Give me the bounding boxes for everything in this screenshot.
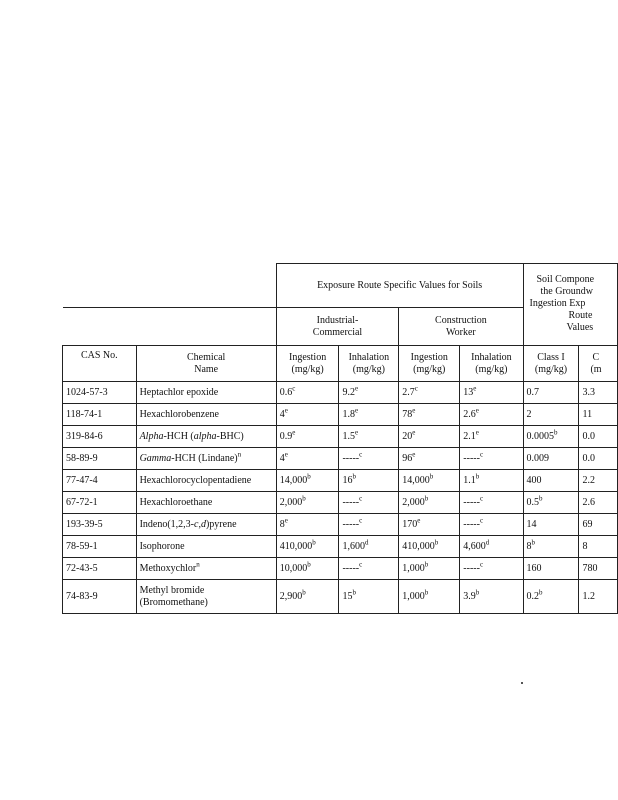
industrial-ingestion-value: 8e	[276, 514, 339, 536]
industrial-ingestion-value: 410,000$^b$	[276, 536, 339, 558]
construction-ingestion-value: 2.7$^c$	[399, 382, 460, 404]
industrial-inhalation-value: 1.5e	[339, 426, 399, 448]
cas-number: 58-89-9	[63, 448, 137, 470]
class-1-value: 0.0005$^b$	[523, 426, 579, 448]
construction-ingestion-value: 20e	[399, 426, 460, 448]
chemical-name: Isophorone	[136, 536, 276, 558]
col-ingestion-construction: Ingestion (mg/kg)	[399, 346, 460, 382]
cas-number: 78-59-1	[63, 536, 137, 558]
header-blank-2	[63, 308, 277, 346]
industrial-inhalation-value: 9.2e	[339, 382, 399, 404]
industrial-inhalation-value: 15$^b$	[339, 580, 399, 614]
construction-ingestion-value: 410,000$^b$	[399, 536, 460, 558]
construction-ingestion-value: 1,000$^b$	[399, 558, 460, 580]
class-1-value: 400	[523, 470, 579, 492]
class-1-value: 160	[523, 558, 579, 580]
class-1-value: 0.5$^b$	[523, 492, 579, 514]
cas-number: 72-43-5	[63, 558, 137, 580]
industrial-ingestion-value: 10,000$^b$	[276, 558, 339, 580]
industrial-ingestion-value: 0.9e	[276, 426, 339, 448]
construction-ingestion-value: 2,000$^b$	[399, 492, 460, 514]
header-industrial-commercial: Industrial- Commercial	[276, 308, 399, 346]
construction-ingestion-value: 14,000$^b$	[399, 470, 460, 492]
construction-inhalation-value: -----$^c$	[460, 558, 523, 580]
class-1-value: 0.2$^b$	[523, 580, 579, 614]
chemical-name: Methyl bromide (Bromomethane)	[136, 580, 276, 614]
chemical-name: Hexachloroethane	[136, 492, 276, 514]
table-row	[63, 536, 618, 558]
table-row	[63, 426, 618, 448]
table-row	[63, 470, 618, 492]
class-1-value: 8$^b$	[523, 536, 579, 558]
class-1-value: 2	[523, 404, 579, 426]
chemical-name: Methoxychlor$^n$	[136, 558, 276, 580]
class-1-value: 0.7	[523, 382, 579, 404]
soil-remediation-table	[62, 263, 618, 614]
header-soil-component-group: Soil Compone the Groundw Ingestion Exp Route Values	[523, 264, 618, 346]
table-row	[63, 404, 618, 426]
col-chemical-name: Chemical Name	[136, 346, 276, 382]
cas-number: 74-83-9	[63, 580, 137, 614]
industrial-inhalation-value: 1.8e	[339, 404, 399, 426]
col-class-2: C (m	[579, 346, 618, 382]
chemical-name: Indeno(1,2,3-c,d)pyrene	[136, 514, 276, 536]
class-1-value: 0.009	[523, 448, 579, 470]
chemical-name: Gamma-HCH (Lindane)$^n$	[136, 448, 276, 470]
construction-ingestion-value: 96e	[399, 448, 460, 470]
construction-inhalation-value: -----$^c$	[460, 448, 523, 470]
class-2-value: 0.0	[579, 426, 618, 448]
industrial-ingestion-value: 2,900$^b$	[276, 580, 339, 614]
cas-number: 193-39-5	[63, 514, 137, 536]
class-2-value: 8	[579, 536, 618, 558]
class-2-value: 0.0	[579, 448, 618, 470]
class-2-value: 2.2	[579, 470, 618, 492]
construction-inhalation-value: 13e	[460, 382, 523, 404]
industrial-inhalation-value: 1,600$^d$	[339, 536, 399, 558]
construction-inhalation-value: 4,600$^d$	[460, 536, 523, 558]
class-2-value: 69	[579, 514, 618, 536]
cas-number: 319-84-6	[63, 426, 137, 448]
industrial-inhalation-value: -----$^c$	[339, 558, 399, 580]
table-row	[63, 580, 618, 614]
cas-number: 67-72-1	[63, 492, 137, 514]
construction-inhalation-value: -----$^c$	[460, 514, 523, 536]
industrial-inhalation-value: -----$^c$	[339, 514, 399, 536]
header-exposure-group: Exposure Route Specific Values for Soils	[276, 264, 523, 308]
scan-speck	[521, 682, 523, 684]
construction-ingestion-value: 170e	[399, 514, 460, 536]
industrial-ingestion-value: 2,000$^b$	[276, 492, 339, 514]
table-row	[63, 514, 618, 536]
industrial-ingestion-value: 4e	[276, 404, 339, 426]
header-construction-worker: Construction Worker	[399, 308, 523, 346]
col-class-1: Class I (mg/kg)	[523, 346, 579, 382]
class-1-value: 14	[523, 514, 579, 536]
class-2-value: 11	[579, 404, 618, 426]
construction-ingestion-value: 78e	[399, 404, 460, 426]
industrial-ingestion-value: 14,000$^b$	[276, 470, 339, 492]
cas-number: 1024-57-3	[63, 382, 137, 404]
table-row	[63, 448, 618, 470]
class-2-value: 2.6	[579, 492, 618, 514]
table-row	[63, 492, 618, 514]
header-blank	[63, 264, 277, 308]
construction-inhalation-value: 2.6e	[460, 404, 523, 426]
class-2-value: 780	[579, 558, 618, 580]
cas-number: 77-47-4	[63, 470, 137, 492]
chemical-name: Alpha-HCH (alpha-BHC)	[136, 426, 276, 448]
construction-inhalation-value: 1.1$^b$	[460, 470, 523, 492]
col-inhalation-industrial: Inhalation (mg/kg)	[339, 346, 399, 382]
table-row	[63, 558, 618, 580]
class-2-value: 1.2	[579, 580, 618, 614]
industrial-ingestion-value: 0.6$^c$	[276, 382, 339, 404]
col-cas-no: CAS No.	[63, 346, 137, 382]
construction-ingestion-value: 1,000$^b$	[399, 580, 460, 614]
col-ingestion-industrial: Ingestion (mg/kg)	[276, 346, 339, 382]
cas-number: 118-74-1	[63, 404, 137, 426]
chemical-name: Heptachlor epoxide	[136, 382, 276, 404]
chemical-name: Hexachlorobenzene	[136, 404, 276, 426]
chemical-name: Hexachlorocyclopentadiene	[136, 470, 276, 492]
table-row	[63, 382, 618, 404]
industrial-ingestion-value: 4e	[276, 448, 339, 470]
industrial-inhalation-value: 16$^b$	[339, 470, 399, 492]
construction-inhalation-value: -----$^c$	[460, 492, 523, 514]
class-2-value: 3.3	[579, 382, 618, 404]
col-inhalation-construction: Inhalation (mg/kg)	[460, 346, 523, 382]
construction-inhalation-value: 3.9$^b$	[460, 580, 523, 614]
industrial-inhalation-value: -----$^c$	[339, 448, 399, 470]
construction-inhalation-value: 2.1e	[460, 426, 523, 448]
industrial-inhalation-value: -----$^c$	[339, 492, 399, 514]
